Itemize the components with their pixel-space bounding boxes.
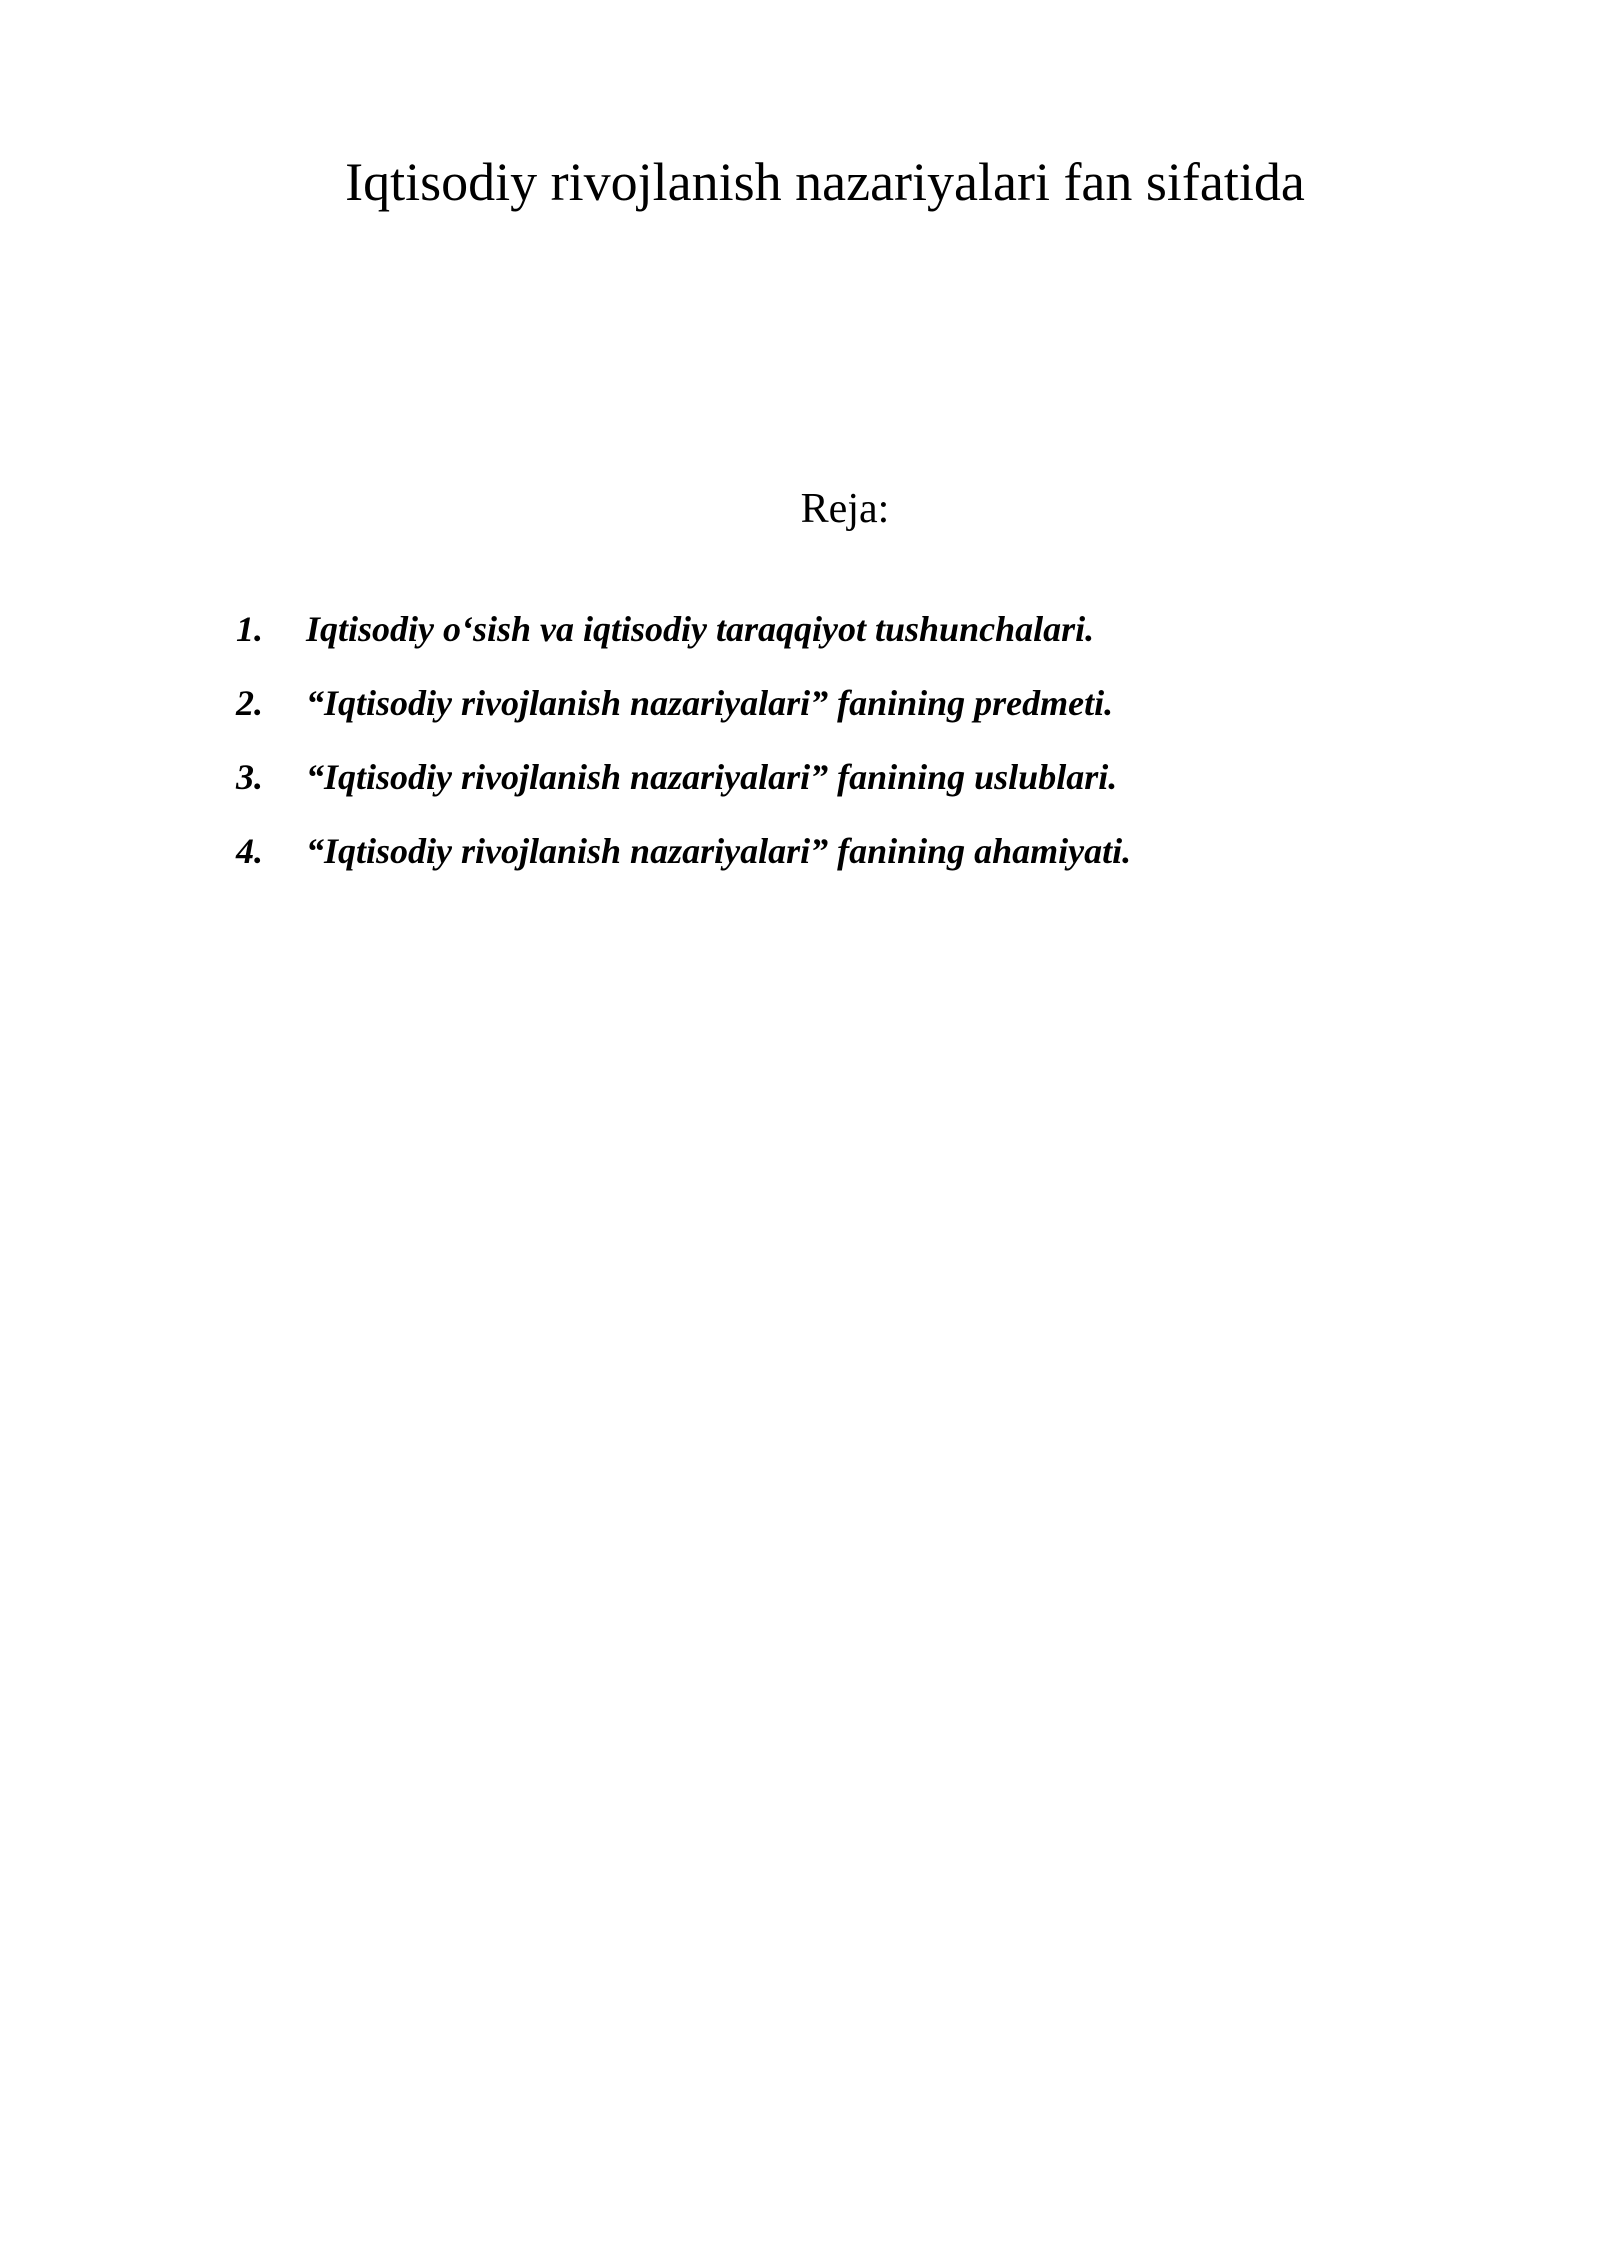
plan-item-number: 4. [236,831,263,871]
plan-heading: Reja: [800,486,890,532]
plan-item-1 [236,608,1131,682]
plan-item-3 [236,756,1131,830]
plan-item-2 [236,682,1131,756]
plan-item-4 [236,830,1131,904]
plan-list [236,608,1131,904]
plan-item-number: 2. [236,683,263,723]
document-title: Iqtisodiy rivojlanish nazariyalari fan sifatida [345,152,1305,212]
plan-item-number: 1. [236,609,263,649]
plan-item-text: Iqtisodiy o‘sish va iqtisodiy taraqqiyot tushunchalari. [306,609,1095,649]
plan-item-text: “Iqtisodiy rivojlanish nazariyalari” fanining ahamiyati. [306,831,1132,871]
plan-item-text: “Iqtisodiy rivojlanish nazariyalari” fanining uslublari. [306,757,1118,797]
plan-item-text: “Iqtisodiy rivojlanish nazariyalari” fanining predmeti. [306,683,1114,723]
plan-item-number: 3. [236,757,263,797]
